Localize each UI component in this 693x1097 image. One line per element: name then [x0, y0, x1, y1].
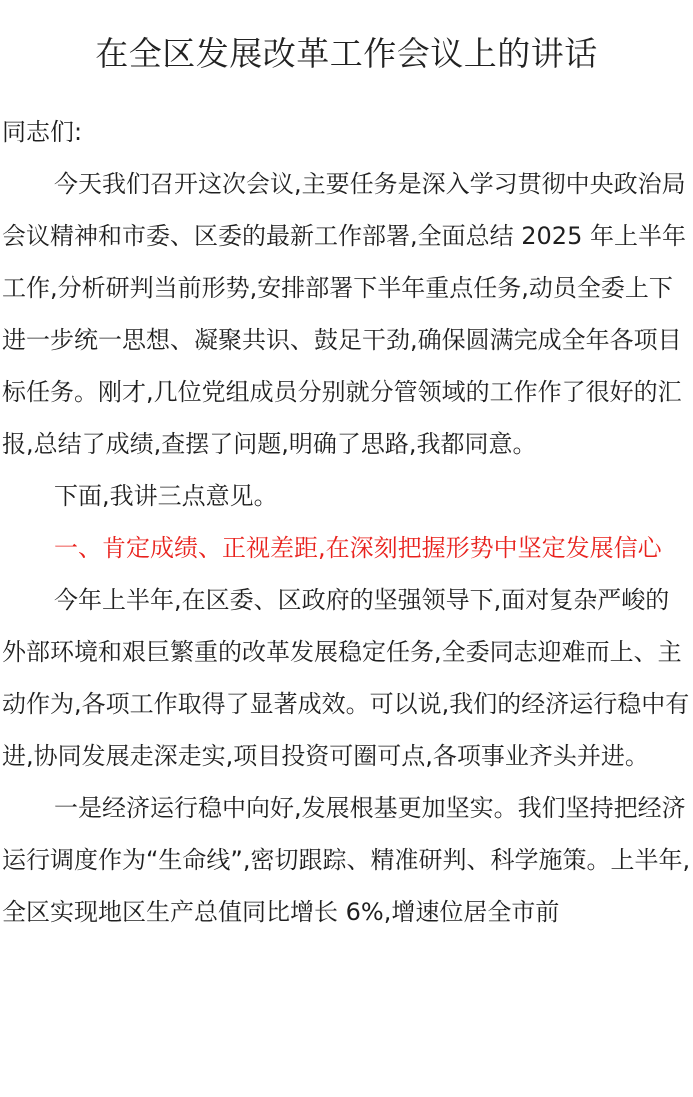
paragraph-three-points: 下面,我讲三点意见。: [54, 482, 278, 510]
salutation: 同志们:: [2, 118, 83, 146]
paragraph-economy: 一是经济运行稳中向好,发展根基更加坚实。我们坚持把经济运行调度作为“生命线”,密切跟踪、精准研判、科学施策。上半年,全区实现地区生产总值同比增长 6%,增速位居全市前: [2, 794, 691, 926]
section-heading-one: 一、肯定成绩、正视差距,在深刻把握形势中坚定发展信心: [54, 534, 662, 562]
document-title: 在全区发展改革工作会议上的讲话: [95, 34, 598, 73]
paragraph-achievements: 今年上半年,在区委、区政府的坚强领导下,面对复杂严峻的外部环境和艰巨繁重的改革发展稳定任务,全委同志迎难而上、主动作为,各项工作取得了显著成效。可以说,我们的经济运行稳中有进,协同发展走深走实,项目投资可圈可点,各项事业齐头并进。: [2, 586, 690, 770]
document-body: [2, 106, 692, 938]
paragraph-opening: 今天我们召开这次会议,主要任务是深入学习贯彻中央政治局会议精神和市委、区委的最新工作部署,全面总结 2025 年上半年工作,分析研判当前形势,安排部署下半年重点任务,动员全委上下进一步统一思想、凝聚共识、鼓足干劲,确保圆满完成全年各项目标任务。刚才,几位党组成员分别就分管领域的工作作了很好的汇报,总结了成绩,查摆了问题,明确了思路,我都同意。: [2, 170, 686, 458]
